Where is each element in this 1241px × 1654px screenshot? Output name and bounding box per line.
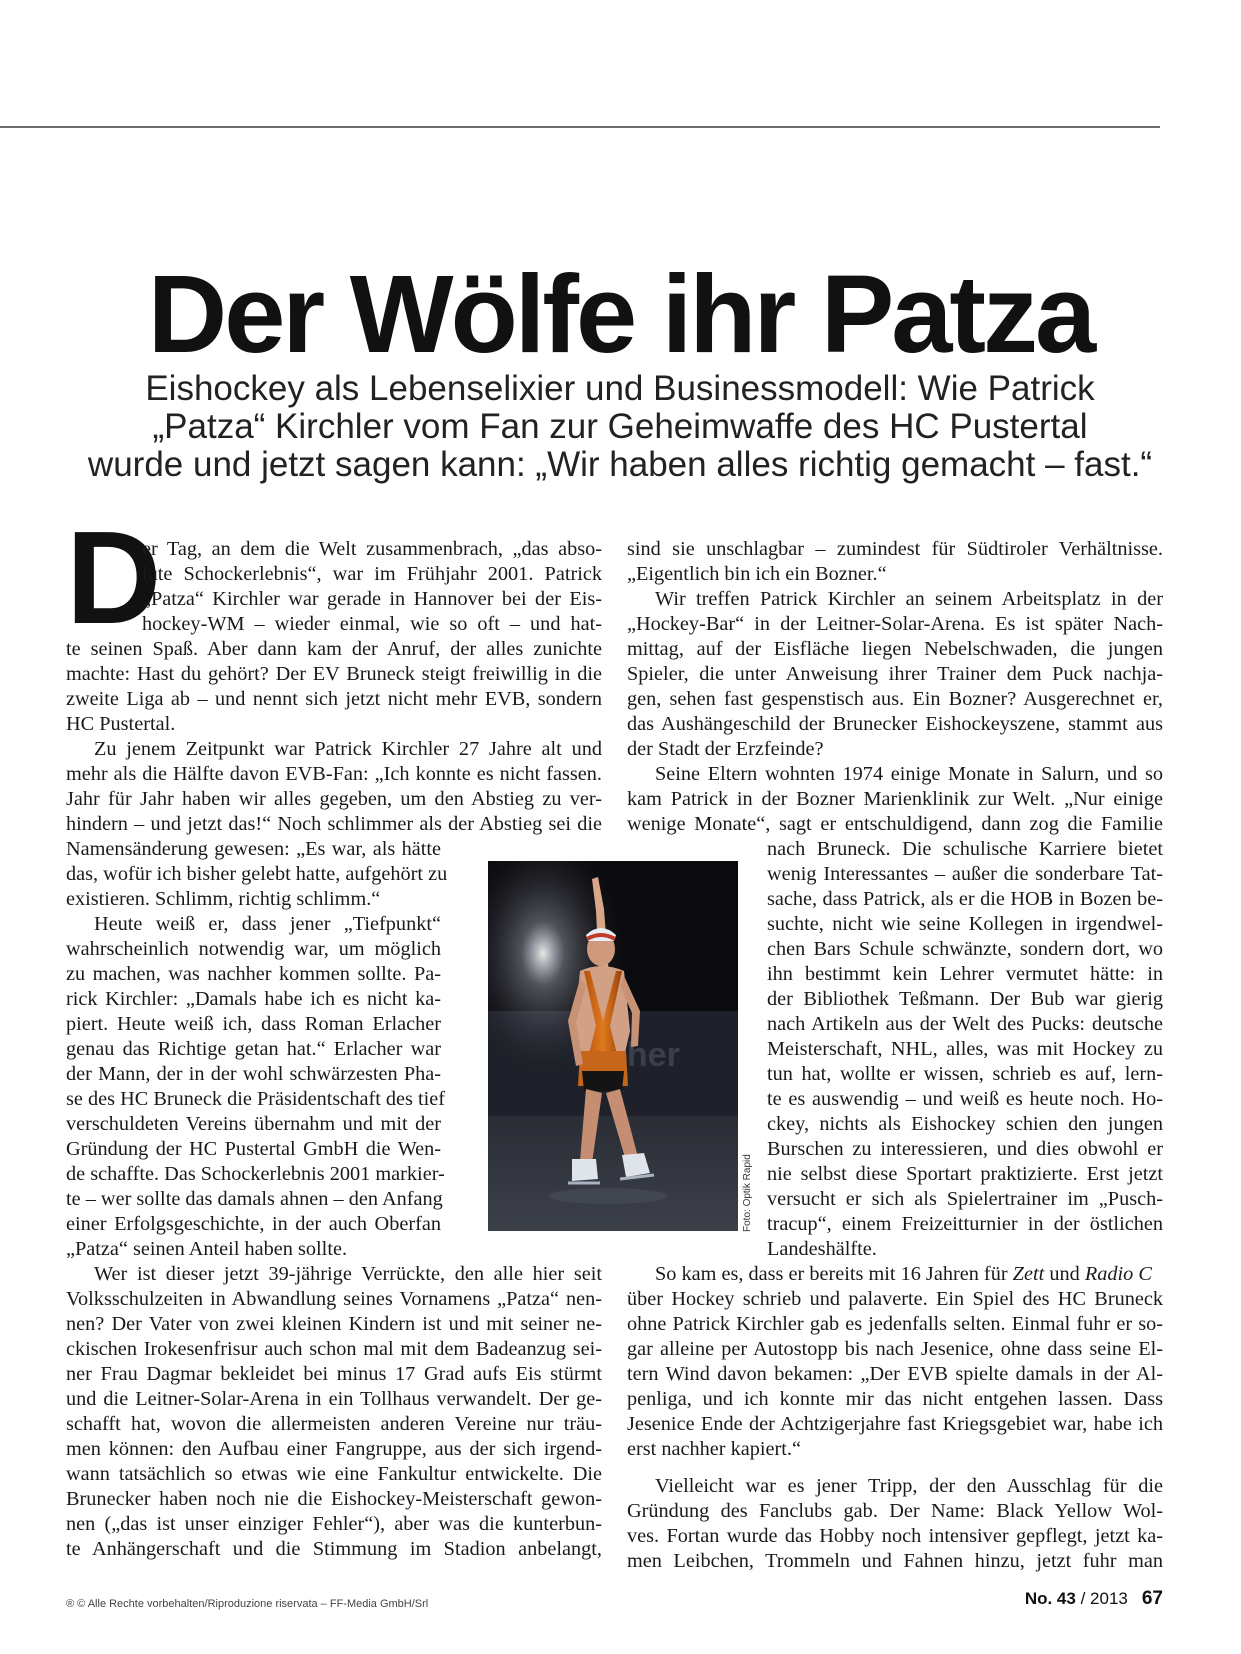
text-line: piert. Heute weiß ich, dass Roman Erlacher — [66, 1013, 441, 1035]
issue-number: No. 43 — [1024, 1589, 1076, 1608]
text-line: erst nachher kapiert.“ — [627, 1438, 801, 1460]
text-line: das, wofür ich bisher gelebt hatte, aufgehört zu — [66, 863, 448, 885]
text-line: genau das Richtige getan hat.“ Erlacher war — [66, 1038, 441, 1060]
text-line: „Patza“ Kirchler war gerade in Hannover bei der Eis- — [142, 588, 602, 610]
text-line: der Mann, der in der wohl schwärzesten Pha- — [66, 1063, 441, 1085]
text-line: Wer ist dieser jetzt 39-jährige Verrückte, den alle hier seit — [94, 1263, 602, 1285]
text-line: Wir treffen Patrick Kirchler an seinem Arbeitsplatz in der — [655, 588, 1163, 610]
text-line: Zu jenem Zeitpunkt war Patrick Kirchler 27 Jahre alt und — [94, 738, 602, 760]
text-line: ckischen Irokesenfrisur auch schon mal mit dem Badeanzug sei- — [66, 1338, 602, 1360]
text-line: gen, sehen fast gespenstisch aus. Ein Bozner? Ausgerechnet er, — [627, 688, 1163, 710]
text-line: Meisterschaft, NHL, alles, was mit Hockey zu — [767, 1038, 1163, 1060]
text-line: Jesenice Ende der Achtzigerjahre fast Kriegsgebiet war, habe ich — [627, 1413, 1163, 1435]
text-line: wahrscheinlich notwendig war, um möglich — [66, 938, 441, 960]
text-line: Namensänderung gewesen: „Es war, als hätte — [66, 838, 441, 860]
text-line: über Hockey schrieb und palaverte. Ein Spiel des HC Bruneck — [627, 1288, 1163, 1310]
text-line: penliga, und ich konnte mir das nicht entgehen lassen. Dass — [627, 1388, 1163, 1410]
text-line: zu machen, was nachher kommen sollte. Pa- — [66, 963, 441, 985]
text-line: Jahr für Jahr haben wir alles gegeben, um den Abstieg zu ver- — [66, 788, 602, 810]
text-fragment: und — [1049, 1263, 1080, 1285]
issue-year: 2013 — [1090, 1589, 1128, 1608]
text-line: kam Patrick in der Bozner Marienklinik zur Welt. „Nur einige — [627, 788, 1163, 810]
issue-and-page — [1025, 1588, 1163, 1610]
text-line: machte: Hast du gehört? Der EV Bruneck steigt freiwillig in die — [66, 663, 602, 685]
text-line: zweite Liga ab – und nennt sich jetzt nicht mehr EVB, sondern — [66, 688, 602, 710]
text-line: rick Kirchler: „Damals habe ich es nicht ka- — [66, 988, 441, 1010]
text-line: nie selbst diese Sportart praktizierte. Erst jetzt — [767, 1163, 1163, 1185]
text-line: Vielleicht war es jener Tripp, der den Ausschlag für die — [655, 1475, 1163, 1497]
text-line: te seinen Spaß. Aber dann kam der Anruf, der alles zunichte — [66, 638, 602, 660]
subheadline-line: Eishockey als Lebenselixier und Businessmodell: Wie Patrick — [145, 369, 1095, 408]
text-line: tracup“, einem Freizeitturnier in der östlichen — [767, 1213, 1163, 1235]
text-line: nach Artikeln aus der Welt des Pucks: deutsche — [767, 1013, 1163, 1035]
text-line: men können: den Aufbau einer Fangruppe, aus der sich irgend- — [66, 1438, 602, 1460]
text-line: und die Leitner-Solar-Arena in ein Tollhaus verwandelt. Der ge- — [66, 1388, 602, 1410]
page-number: 67 — [1141, 1588, 1163, 1609]
text-line: Heute weiß er, dass jener „Tiefpunkt“ — [94, 913, 441, 935]
text-line: Landeshälfte. — [767, 1238, 877, 1260]
text-line: wenig Interessantes – außer die sonderbare Tat- — [767, 863, 1163, 885]
article-photo — [488, 861, 738, 1231]
text-line: sind sie unschlagbar – zumindest für Südtiroler Verhältnisse. — [627, 538, 1163, 560]
headline: Der Wölfe ihr Patza — [147, 253, 1094, 376]
text-line: wenige Monate“, sagt er entschuldigend, dann zog die Familie — [627, 813, 1163, 835]
drop-cap: D — [66, 504, 162, 651]
text-line: Burschen zu interessieren, und dies obwohl er — [767, 1138, 1163, 1160]
text-line: tern Wind davon bekamen: „Der EVB spielte damals in der Al- — [627, 1363, 1163, 1385]
text-line: HC Pustertal. — [66, 713, 176, 735]
text-line: te – wer sollte das damals ahnen – den Anfang — [66, 1188, 443, 1210]
text-line: schafft hat, wovon die allermeisten anderen Vereine nur träu- — [66, 1413, 602, 1435]
text-line: ner Frau Dagmar bekleidet bei minus 17 Grad aufs Eis stürmt — [66, 1363, 602, 1385]
publication-name: Radio C — [1084, 1263, 1152, 1285]
text-line: nach Bruneck. Die schulische Karriere bietet — [767, 838, 1163, 860]
text-line: der Bibliothek Teßmann. Der Bub war gierig — [767, 988, 1163, 1010]
text-fragment: So kam es, dass er bereits mit 16 Jahren für — [655, 1263, 1008, 1285]
text-line: te Anhängerschaft und die Stimmung im Stadion anbelangt, — [66, 1538, 602, 1560]
text-line: Gründung des Fanclubs gab. Der Name: Black Yellow Wol- — [627, 1500, 1163, 1522]
text-line: chen Bars Schule schwänzte, sondern dort, wo — [767, 938, 1163, 960]
text-line: einer Erfolgsgeschichte, in der auch Oberfan — [66, 1213, 441, 1235]
text-line: mehr als die Hälfte davon EVB-Fan: „Ich konnte es nicht fassen. — [66, 763, 602, 785]
text-line: wann tatsächlich so etwas wie eine Fankultur entwickelte. Die — [66, 1463, 602, 1485]
text-line: gar alleine per Autostopp bis nach Jesenice, ohne dass seine El- — [627, 1338, 1163, 1360]
text-line: men Leibchen, Trommeln und Fahnen hinzu, jetzt fuhr man — [627, 1550, 1163, 1572]
text-line: Volksschulzeiten in Abwandlung seines Vornamens „Patza“ nen- — [66, 1288, 602, 1310]
text-line: das Aushängeschild der Brunecker Eishockeyszene, stammt aus — [627, 713, 1163, 735]
text-line: Brunecker haben noch nie die Eishockey-Meisterschaft gewon- — [66, 1488, 602, 1510]
text-line: hindern – und jetzt das!“ Noch schlimmer als der Abstieg sei die — [66, 813, 602, 835]
text-line: lute Schockerlebnis“, war im Frühjahr 2001. Patrick — [142, 563, 602, 585]
text-line: te es auswendig – und weiß es heute noch. Ho- — [767, 1088, 1163, 1110]
text-line: ves. Fortan wurde das Hobby noch intensiver gepflegt, jetzt ka- — [627, 1525, 1163, 1547]
text-line — [627, 1262, 1163, 1287]
text-line: nen? Der Vater von zwei kleinen Kindern ist und mit seiner ne- — [66, 1313, 602, 1335]
text-line: Seine Eltern wohnten 1974 einige Monate in Salurn, und so — [655, 763, 1163, 785]
text-line: ohne Patrick Kirchler gab es jedenfalls selten. Einmal fuhr er so- — [627, 1313, 1163, 1335]
text-line: existieren. Schlimm, richtig schlimm.“ — [66, 888, 381, 910]
publication-name: Zett — [1012, 1263, 1045, 1285]
subheadline-line: wurde und jetzt sagen kann: „Wir haben alles richtig gemacht – fast.“ — [87, 445, 1153, 484]
text-line: Gründung der HC Pustertal GmbH die Wen- — [66, 1138, 441, 1160]
text-line: der Stadt der Erzfeinde? — [627, 738, 824, 760]
subheadline — [60, 370, 1180, 484]
paragraph-gap — [627, 1462, 1163, 1474]
text-line: mittag, auf der Eisfläche liegen Nebelschwaden, die jungen — [627, 638, 1163, 660]
text-line: versucht er sich als Spielertrainer im „Pusch- — [767, 1188, 1163, 1210]
subheadline-line: „Patza“ Kirchler vom Fan zur Geheimwaffe des HC Pustertal — [152, 407, 1088, 446]
photo-hockey-fan-on-ice — [488, 861, 738, 1231]
top-rule — [0, 126, 1160, 128]
text-line: verschuldeten Vereins übernahm und mit der — [66, 1113, 441, 1135]
text-line: nen („das ist unser einziger Fehler“), aber was die kunterbun- — [66, 1513, 602, 1535]
text-line: hockey-WM – wieder einmal, wie so oft – und hat- — [142, 613, 602, 635]
copyright-notice: ® © Alle Rechte vorbehalten/Riproduzione riservata – FF-Media GmbH/Srl — [66, 1598, 429, 1610]
text-line: tun hat, wollte er wissen, schrieb es auf, lern- — [767, 1063, 1163, 1085]
text-line: er Tag, an dem die Welt zusammenbrach, „das abso- — [142, 538, 602, 560]
text-line: „Hockey-Bar“ in der Leitner-Solar-Arena. Es ist später Nach- — [627, 613, 1163, 635]
text-line: Spieler, die unter Anweisung ihrer Trainer dem Puck nachja- — [627, 663, 1163, 685]
photo-credit: Foto: Optik Rapid — [742, 1154, 753, 1232]
text-line: „Patza“ seinen Anteil haben sollte. — [66, 1238, 348, 1260]
text-line: sache, dass Patrick, als er die HOB in Bozen be- — [767, 888, 1163, 910]
text-line: de schaffte. Das Schockerlebnis 2001 markier- — [66, 1163, 445, 1185]
text-line: „Eigentlich bin ich ein Bozner.“ — [627, 563, 887, 585]
text-line: se des HC Bruneck die Präsidentschaft des tief — [66, 1088, 446, 1110]
text-line: suchte, nicht wie seine Kollegen in irgendwel- — [767, 913, 1163, 935]
issue-separator: / — [1075, 1589, 1091, 1608]
text-line: ihn bestimmt kein Lehrer vermutet hätte: in — [767, 963, 1163, 985]
text-line: ckey, nichts als Eishockey schien den jungen — [767, 1113, 1163, 1135]
